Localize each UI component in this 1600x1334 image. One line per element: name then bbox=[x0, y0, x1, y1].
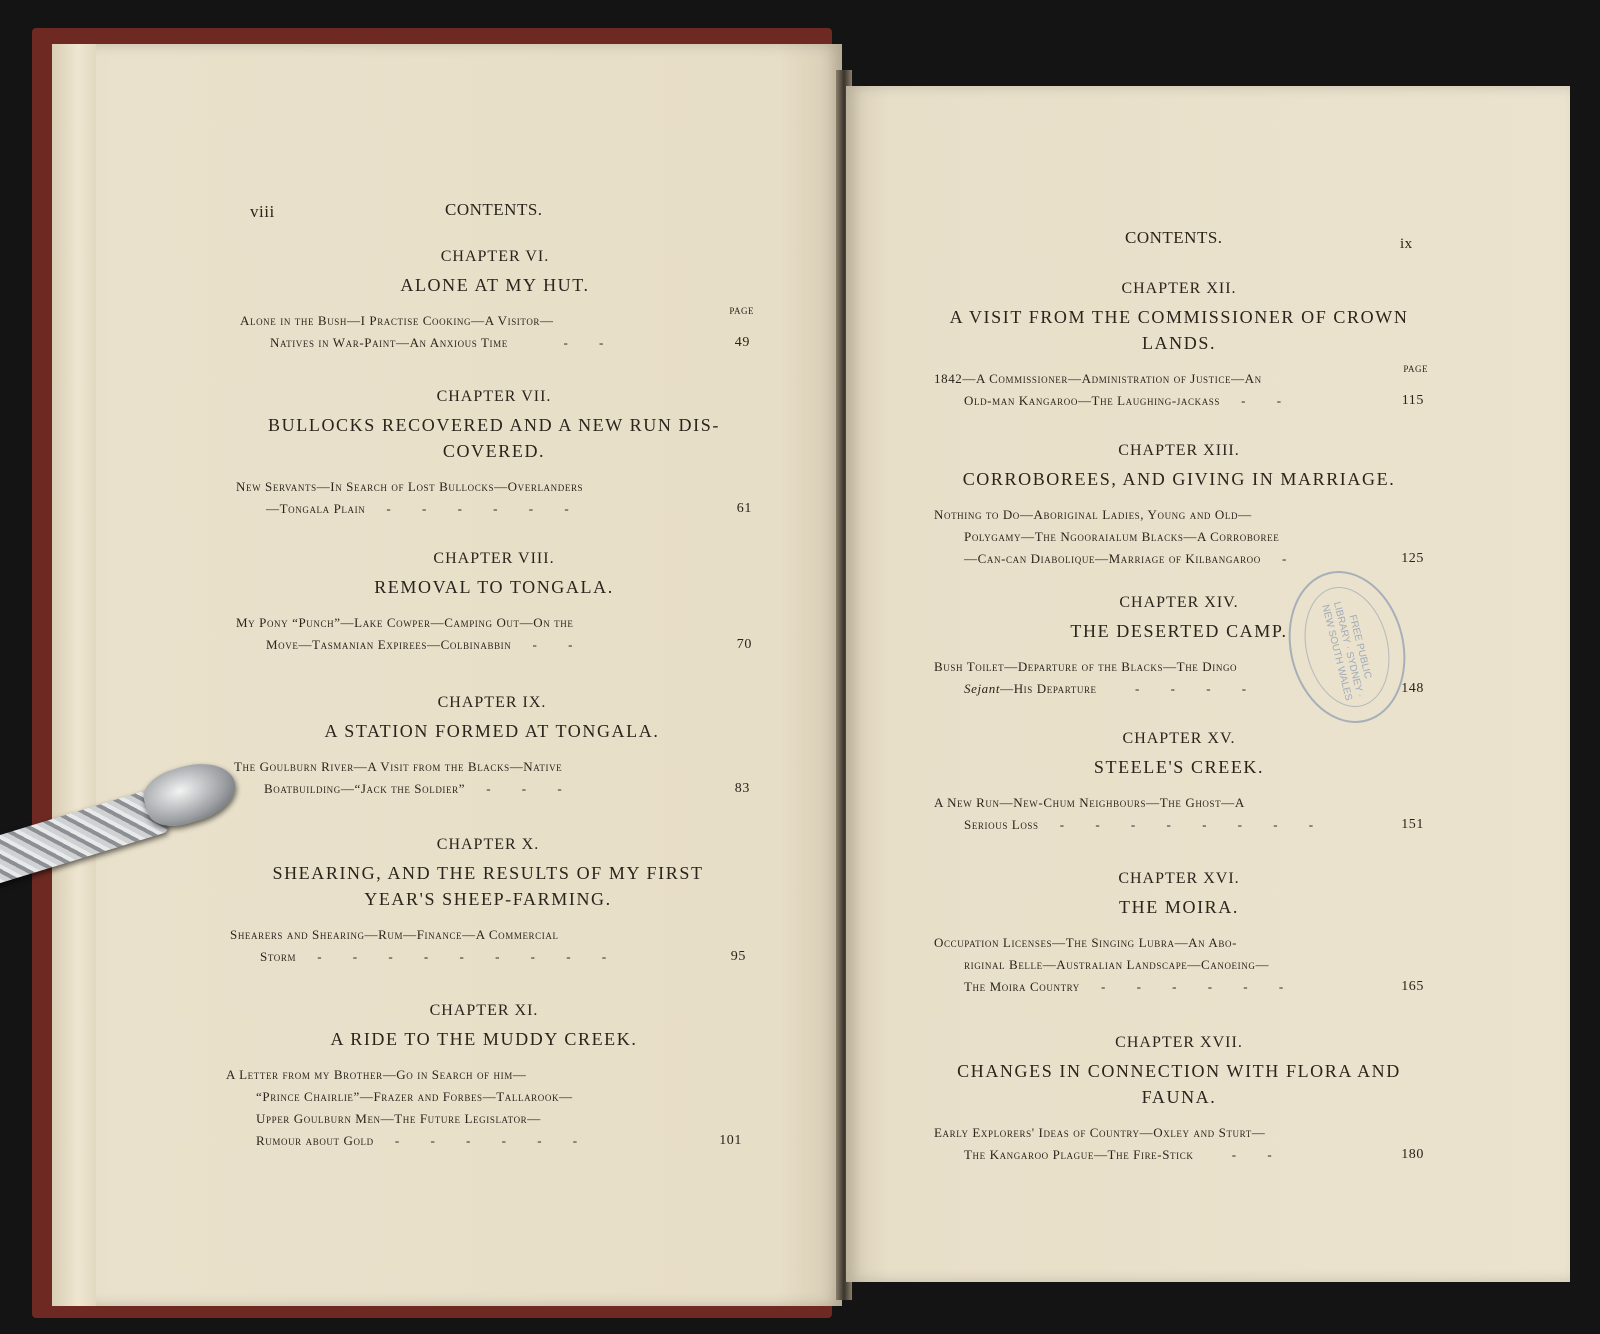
chapter-summary: PAGE Alone in the Bush—I Practise Cooking—A Visitor— Natives in War-Paint—An Anxious Time - - 49 bbox=[240, 310, 750, 354]
stamp-text: FREE PUBLIC LIBRARY · SYDNEY · NEW SOUTH WALES bbox=[1319, 600, 1374, 702]
chapter-xiv: CHAPTER XIV. THE DESERTED CAMP. Bush Toilet—Departure of the Blacks—The Dingo Sejant—His Departure - - - - 148 bbox=[934, 594, 1424, 696]
page-number: 49 bbox=[734, 335, 750, 350]
chapter-vii: CHAPTER VII. BULLOCKS RECOVERED AND A NEW RUN DIS- COVERED. New Servants—In Search of Lost Bullocks—Overlanders —Tongala Plain - - - - - - 61 bbox=[236, 388, 752, 516]
page-label: PAGE bbox=[729, 306, 754, 316]
right-running-head: CONTENTS. bbox=[1125, 228, 1223, 247]
right-folio: ix bbox=[1400, 236, 1413, 252]
chapter-vi bbox=[240, 248, 754, 354]
chapter-xvi: CHAPTER XVI. THE MOIRA. Occupation Licenses—The Singing Lubra—An Abo- riginal Belle—Australian Landscape—Canoeing— The Moira Country - - - - - - 165 bbox=[934, 870, 1424, 994]
chapter-xi: CHAPTER XI. A RIDE TO THE MUDDY CREEK. A Letter from my Brother—Go in Search of him— “Prince Chairlie”—Frazer and Forbes—Tallarook— Upper Goulburn Men—The Future Legislator— Rumour about Gold - - - - - - 101 bbox=[226, 1002, 742, 1148]
chapter-ix: CHAPTER IX. A STATION FORMED AT TONGALA. The Goulburn River—A Visit from the Blacks—Native Boatbuilding—“Jack the Soldier” - - - 83 bbox=[234, 694, 750, 796]
chapter-x: CHAPTER X. SHEARING, AND THE RESULTS OF MY FIRST YEAR'S SHEEP-FARMING. Shearers and Shearing—Rum—Finance—A Commercial Storm - - - - - - - - - 95 bbox=[230, 836, 746, 964]
chapter-xv: CHAPTER XV. STEELE'S CREEK. A New Run—New-Chum Neighbours—The Ghost—A Serious Loss - - - - - - - - 151 bbox=[934, 730, 1424, 832]
page-edges bbox=[52, 44, 96, 1306]
italic-word: Sejant bbox=[964, 681, 1001, 696]
chapter-number: CHAPTER VI. bbox=[440, 248, 550, 265]
left-folio: viii bbox=[250, 202, 275, 221]
left-running-head: CONTENTS. bbox=[445, 200, 543, 219]
chapter-xiii: CHAPTER XIII. CORROBOREES, AND GIVING IN MARRIAGE. Nothing to Do—Aboriginal Ladies, Young and Old— Polygamy—The Ngooraialum Blacks—A Corroboree —Can-can Diabolique—Marriage of Kilbangaroo - 125 bbox=[934, 442, 1424, 566]
chapter-xvii: CHAPTER XVII. CHANGES IN CONNECTION WITH FLORA AND FAUNA. Early Explorers' Ideas of Country—Oxley and Sturt— The Kangaroo Plague—The Fire-Stick - - 180 bbox=[934, 1034, 1424, 1162]
chapter-viii: CHAPTER VIII. REMOVAL TO TONGALA. My Pony “Punch”—Lake Cowper—Camping Out—On the Move—Tasmanian Expirees—Colbinabbin - - 70 bbox=[236, 550, 752, 652]
chapter-xii: CHAPTER XII. A VISIT FROM THE COMMISSIONER OF CROWN LANDS. PAGE 1842—A Commissioner—Administration of Justice—An Old-man Kangaroo—The Laughing-jackass - - 115 bbox=[934, 280, 1428, 408]
chapter-title: ALONE AT MY HUT. bbox=[400, 275, 590, 295]
